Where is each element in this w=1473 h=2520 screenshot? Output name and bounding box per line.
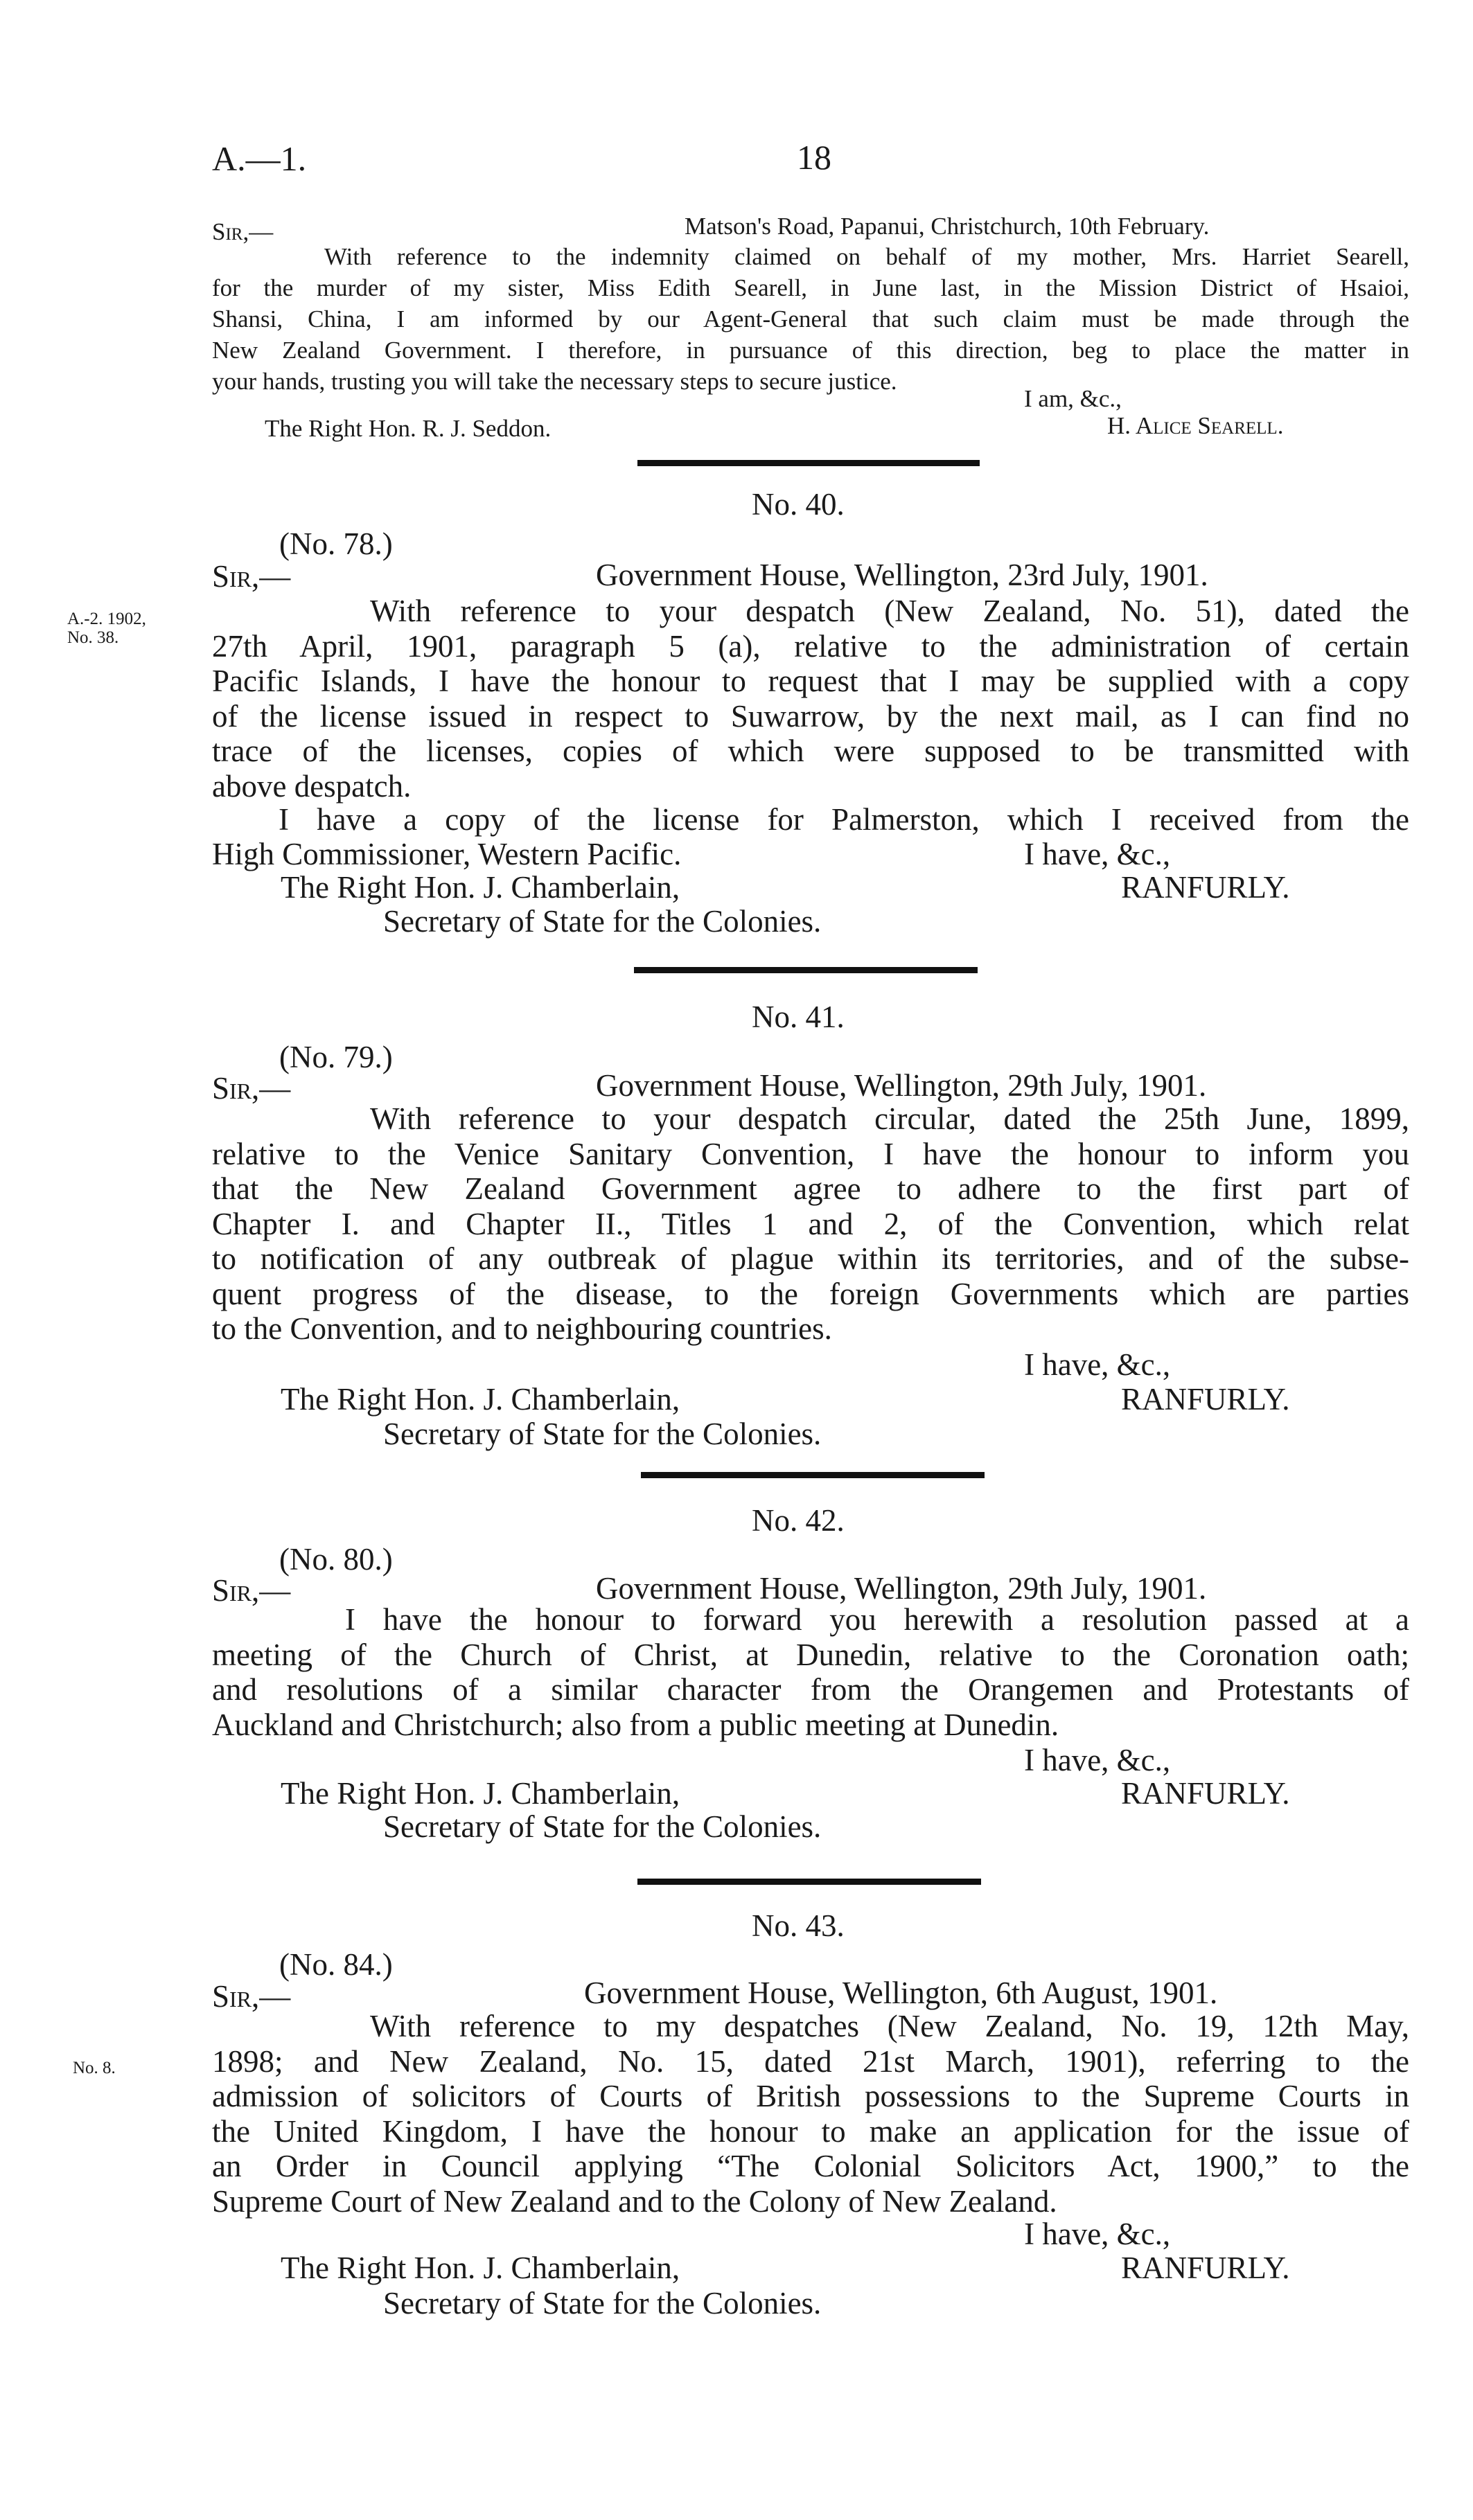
no40-addressee: The Right Hon. J. Chamberlain, [281,870,680,905]
no40-margin-ref: No. 38. [67,628,119,647]
section-rule [637,1879,981,1885]
no41-line: With reference to your despatch circular, dated the 25th June, 1899, [370,1101,1409,1136]
no41-line: relative to the Venice Sanitary Convention, I have the honour to inform you [212,1136,1409,1171]
document-reference: A.—1. [212,139,307,178]
no43-heading: No. 43. [752,1908,845,1943]
no40-heading: No. 40. [752,487,845,522]
no40-body-2 [212,802,1409,837]
no42-closing: I have, &c., [1024,1743,1171,1777]
intro-address: Matson's Road, Papanui, Christchurch, 10th February. [685,213,1210,240]
intro-salutation: Sir,— [212,218,274,245]
no42-line: and resolutions of a similar character from the Orangemen and Protestants of [212,1672,1409,1707]
no41-line: to notification of any outbreak of plague within its territories, and of the subse- [212,1241,1409,1276]
no40-salutation: Sir,— [212,559,291,594]
no42-addressee-title: Secretary of State for the Colonies. [383,1809,822,1844]
no42-salutation: Sir,— [212,1573,291,1608]
no42-ref: (No. 80.) [279,1542,393,1577]
no42-addressee: The Right Hon. J. Chamberlain, [281,1776,680,1811]
intro-addressee: The Right Hon. R. J. Seddon. [265,415,552,442]
intro-signature: H. Alice Searell. [1107,412,1284,439]
no40-margin-ref: A.-2. 1902, [67,610,146,628]
page-number: 18 [797,138,831,177]
intro-line: New Zealand Government. I therefore, in pursuance of this direction, beg to place the matter in [212,337,1409,364]
no40-ref: (No. 78.) [279,526,393,561]
no42-line: I have the honour to forward you herewith a resolution passed at a [345,1602,1409,1637]
no40-body [212,594,1409,804]
no40-line: Pacific Islands, I have the honour to request that I may be supplied with a copy [212,664,1409,698]
no43-addressee: The Right Hon. J. Chamberlain, [281,2251,680,2285]
no40-line: High Commissioner, Western Pacific. [212,837,682,871]
no40-line: trace of the licenses, copies of which were supposed to be transmitted with [212,734,1409,768]
no41-salutation: Sir,— [212,1071,291,1106]
no41-addressee: The Right Hon. J. Chamberlain, [281,1382,680,1417]
no43-closing: I have, &c., [1024,2217,1171,2251]
no43-body [212,2009,1409,2219]
no43-addressee-title: Secretary of State for the Colonies. [383,2286,822,2321]
no43-line: an Order in Council applying “The Colonial Solicitors Act, 1900,” to the [212,2149,1409,2183]
section-rule [641,1472,985,1478]
no41-closing: I have, &c., [1024,1347,1171,1382]
no40-line: 27th April, 1901, paragraph 5 (a), relative to the administration of certain [212,628,1409,664]
no43-margin-ref: No. 8. [73,2059,116,2077]
no42-signature: RANFURLY. [1121,1776,1290,1811]
no41-line: that the New Zealand Government agree to adhere to the first part of [212,1171,1409,1206]
section-rule [634,967,978,973]
intro-line: With reference to the indemnity claimed on behalf of my mother, Mrs. Harriet Searell, [324,243,1409,270]
section-rule [637,460,980,466]
no42-body [212,1602,1409,1742]
no43-line: Supreme Court of New Zealand and to the Colony of New Zealand. [212,2183,1057,2219]
no43-salutation: Sir,— [212,1979,291,2014]
no43-line: With reference to my despatches (New Zealand, No. 19, 12th May, [370,2009,1409,2043]
intro-body [212,241,1409,397]
no41-line: to the Convention, and to neighbouring countries. [212,1311,832,1346]
intro-closing: I am, &c., [1024,385,1122,412]
no41-line: Chapter I. and Chapter II., Titles 1 and 2, of the Convention, which relat [212,1206,1409,1241]
no40-line: of the license issued in respect to Suwarrow, by the next mail, as I can find no [212,698,1409,734]
no41-signature: RANFURLY. [1121,1382,1290,1417]
no41-ref: (No. 79.) [279,1040,393,1074]
no42-address: Government House, Wellington, 29th July, 1901. [596,1571,1207,1606]
intro-line: for the murder of my sister, Miss Edith Searell, in June last, in the Mission District of Hsaioi, [212,274,1409,301]
no43-ref: (No. 84.) [279,1947,393,1982]
no40-line: With reference to your despatch (New Zealand, No. 51), dated the [370,594,1409,628]
no43-line: 1898; and New Zealand, No. 15, dated 21st March, 1901), referring to the [212,2043,1409,2079]
no43-line: admission of solicitors of Courts of British possessions to the Supreme Courts in [212,2079,1409,2113]
no40-closing: I have, &c., [1024,837,1171,871]
no43-address: Government House, Wellington, 6th August, 1901. [584,1976,1218,2010]
no43-line: the United Kingdom, I have the honour to make an application for the issue of [212,2113,1409,2149]
no42-heading: No. 42. [752,1503,845,1538]
no41-addressee-title: Secretary of State for the Colonies. [383,1417,822,1451]
no40-addressee-title: Secretary of State for the Colonies. [383,904,822,939]
no42-line: meeting of the Church of Christ, at Dunedin, relative to the Coronation oath; [212,1637,1409,1672]
no41-line: quent progress of the disease, to the foreign Governments which are parties [212,1276,1409,1311]
no41-body [212,1101,1409,1347]
intro-line: your hands, trusting you will take the necessary steps to secure justice. [212,368,897,395]
no40-line: I have a copy of the license for Palmerston, which I received from the [279,802,1409,837]
intro-line: Shansi, China, I am informed by our Agent-General that such claim must be made through the [212,305,1409,332]
no43-signature: RANFURLY. [1121,2251,1290,2285]
no42-line: Auckland and Christchurch; also from a public meeting at Dunedin. [212,1707,1059,1742]
no40-signature: RANFURLY. [1121,870,1290,905]
no40-line: above despatch. [212,768,412,804]
no40-address: Government House, Wellington, 23rd July, 1901. [596,558,1208,592]
no41-address: Government House, Wellington, 29th July, 1901. [596,1068,1207,1103]
no41-heading: No. 41. [752,1000,845,1034]
